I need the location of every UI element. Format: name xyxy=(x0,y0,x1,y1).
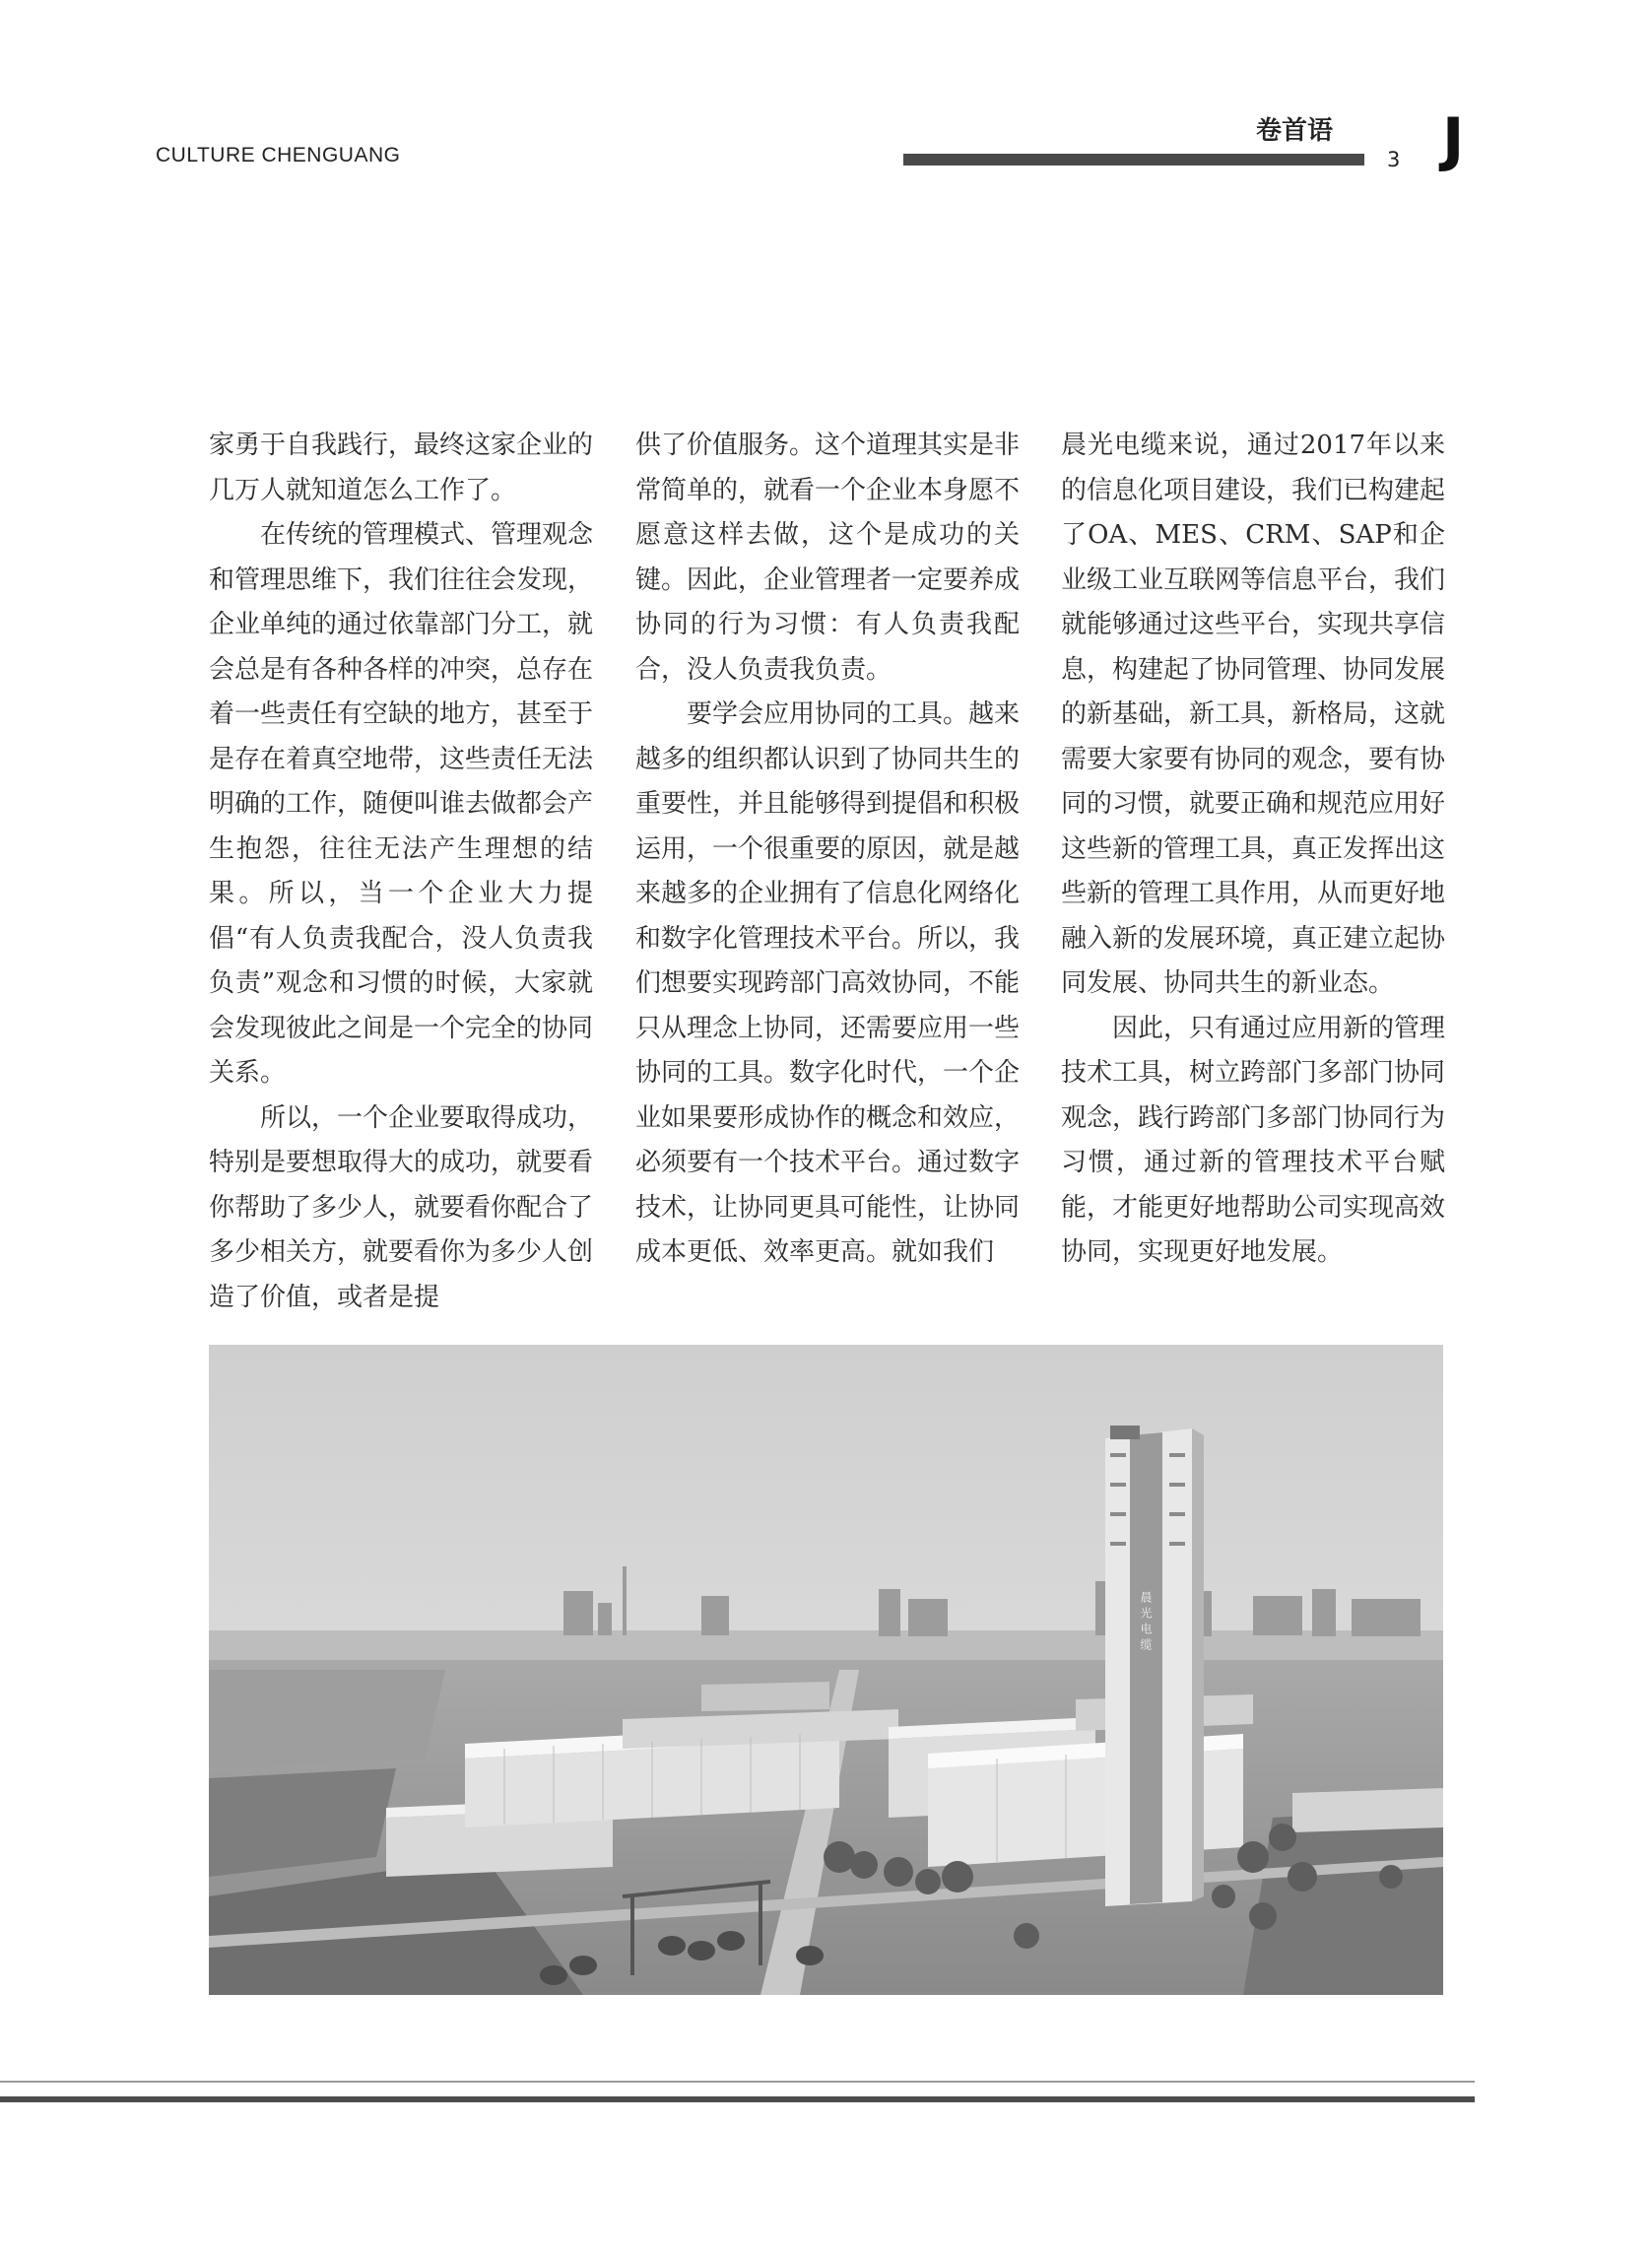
text-column-1 xyxy=(209,424,593,1310)
footer-rule-thin xyxy=(0,2081,1475,2083)
paragraph: 在传统的管理模式、管理观念和管理思维下，我们往往会发现，企业单纯的通过依靠部门分工，就会总是有各种各样的冲突，总存在着一些责任有空缺的地方，甚至于是存在着真空地带，这些责任无法明确的工作，随便叫谁去做都会产生抱怨，往往无法产生理想的结果。所以，当一个企业大力提倡“有人负责我配合，没人负责我负责”观念和习惯的时候，大家就会发现彼此之间是一个完全的协同关系。 xyxy=(209,520,594,1088)
section-title: 卷首语 xyxy=(1256,116,1334,146)
paragraph: 供了价值服务。这个道理其实是非常简单的，就看一个企业本身愿不愿意这样去做，这个是成功的关键。因此，企业管理者一定要养成协同的行为习惯：有人负责我配合，没人负责我负责。 xyxy=(635,431,1021,685)
header-rule xyxy=(903,154,1364,166)
paragraph: 因此，只有通过应用新的管理技术工具，树立跨部门多部门协同观念，践行跨部门多部门协同行为习惯，通过新的管理技术平台赋能，才能更好地帮助公司实现高效协同，实现更好地发展。 xyxy=(1061,1013,1446,1267)
paragraph: 所以，一个企业要取得成功，特别是要想取得大的成功，就要看你帮助了多少人，就要看你配合了多少相关方，就要看你为多少人创造了价值，或者是提 xyxy=(209,1102,594,1312)
paragraph: 要学会应用协同的工具。越来越多的组织都认识到了协同共生的重要性，并且能够得到提倡和积极运用，一个很重要的原因，就是越来越多的企业拥有了信息化网络化和数字化管理技术平台。所以，我们想要实现跨部门高效协同，不能只从理念上协同，还需要应用一些协同的工具。数字化时代，一个企业如果要形成协作的概念和效应，必须要有一个技术平台。通过数字技术，让协同更具可能性，让协同成本更低、效率更高。就如我们 xyxy=(635,699,1021,1267)
factory-aerial-photo xyxy=(209,1345,1443,1995)
text-column-3 xyxy=(1061,424,1445,1310)
text-column-2 xyxy=(635,424,1020,1310)
footer-rule-thick xyxy=(0,2096,1475,2102)
magazine-name: CULTURE CHENGUANG xyxy=(156,144,401,166)
paragraph: 家勇于自我践行，最终这家企业的几万人就知道怎么工作了。 xyxy=(209,431,594,505)
tower-sign-text: 晨光电缆 xyxy=(1139,1591,1153,1654)
article-body xyxy=(209,424,1445,1310)
page-letter-badge: J xyxy=(1442,105,1465,174)
page-number: 3 xyxy=(1387,148,1401,171)
paragraph: 晨光电缆来说，通过2017年以来的信息化项目建设，我们已构建起了OA、MES、CRM、SAP和企业级工业互联网等信息平台，我们就能够通过这些平台，实现共享信息，构建起了协同管理、协同发展的新基础，新工具，新格局，这就需要大家要有协同的观念，要有协同的习惯，就要正确和规范应用好这些新的管理工具，真正发挥出这些新的管理工具作用，从而更好地融入新的发展环境，真正建立起协同发展、协同共生的新业态。 xyxy=(1061,431,1446,998)
